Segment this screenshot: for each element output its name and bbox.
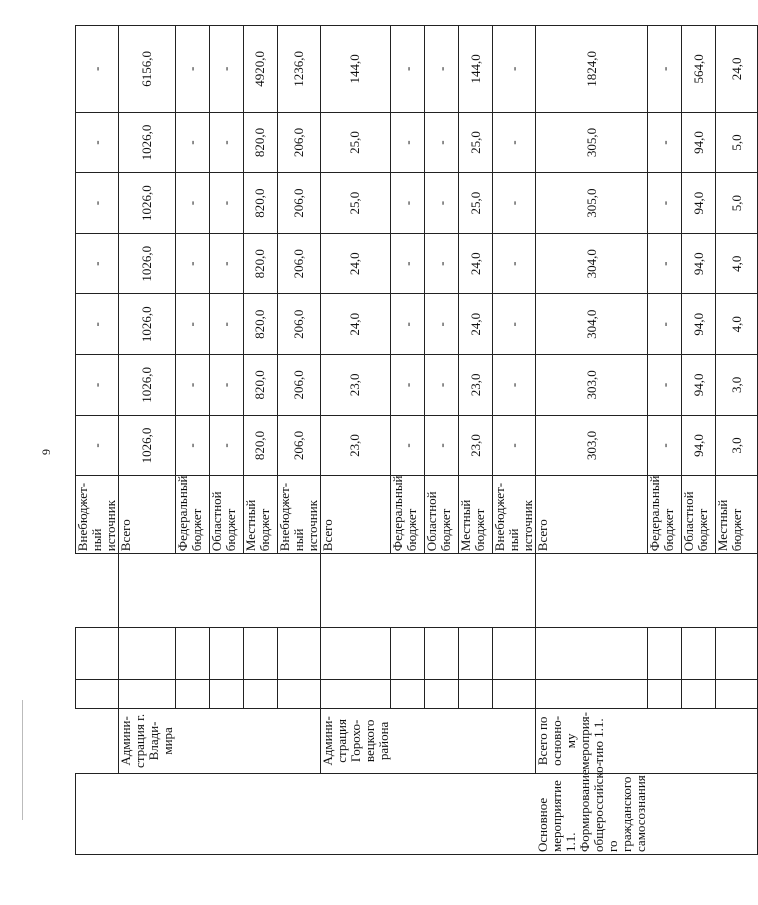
event-cell: Основное мероприятие 1.1. Формирование общероссийско-го гражданского самосознания [536, 773, 648, 854]
code-cell [716, 679, 758, 708]
funding-source-cell: Областной бюджет [682, 476, 716, 554]
executor-cell [209, 708, 243, 773]
total-value-cell: 6156,0 [119, 26, 176, 113]
year-value-cell: 94,0 [682, 355, 716, 416]
funding-source-cell: Местный бюджет [243, 476, 277, 554]
table-row [209, 26, 243, 855]
year-value-cell: 206,0 [277, 112, 320, 173]
year-value-cell: - [175, 112, 209, 173]
event-cell [682, 773, 716, 854]
year-value-cell: 206,0 [277, 355, 320, 416]
code-cell [425, 554, 459, 628]
year-value-cell: 23,0 [459, 355, 493, 416]
year-value-cell: 24,0 [459, 233, 493, 294]
year-value-cell: - [648, 112, 682, 173]
event-cell [459, 773, 493, 854]
budget-table [75, 25, 758, 855]
year-value-cell: - [493, 355, 536, 416]
year-value-cell: - [391, 355, 425, 416]
code-cell [175, 554, 209, 628]
year-value-cell: 23,0 [320, 415, 391, 476]
executor-cell [459, 708, 493, 773]
year-value-cell: - [648, 173, 682, 234]
executor-cell [716, 708, 758, 773]
year-value-cell: - [209, 173, 243, 234]
year-value-cell: 820,0 [243, 355, 277, 416]
total-value-cell: 144,0 [320, 26, 391, 113]
year-value-cell: 94,0 [682, 415, 716, 476]
code-cell [459, 554, 493, 628]
year-value-cell: - [493, 173, 536, 234]
year-value-cell: 820,0 [243, 112, 277, 173]
funding-source-cell: Внебюджет-ный источник [277, 476, 320, 554]
total-value-cell: 24,0 [716, 26, 758, 113]
year-value-cell: 3,0 [716, 355, 758, 416]
year-value-cell: - [391, 415, 425, 476]
event-cell [76, 773, 119, 854]
event-cell [209, 773, 243, 854]
year-value-cell: 1026,0 [119, 294, 176, 355]
budget-table-rotated [75, 25, 744, 855]
total-value-cell: - [209, 26, 243, 113]
year-value-cell: 820,0 [243, 415, 277, 476]
code-cell [320, 627, 391, 679]
year-value-cell: 24,0 [459, 294, 493, 355]
funding-source-cell: Всего [536, 476, 648, 554]
year-value-cell: - [391, 294, 425, 355]
code-cell [536, 679, 648, 708]
year-value-cell: 3,0 [716, 415, 758, 476]
code-cell [459, 627, 493, 679]
table-row [391, 26, 425, 855]
year-value-cell: - [209, 355, 243, 416]
year-value-cell: 94,0 [682, 112, 716, 173]
year-value-cell: - [648, 415, 682, 476]
year-value-cell: - [209, 294, 243, 355]
year-value-cell: - [76, 415, 119, 476]
table-row [536, 26, 648, 855]
year-value-cell: 23,0 [320, 355, 391, 416]
year-value-cell: - [76, 355, 119, 416]
year-value-cell: 4,0 [716, 233, 758, 294]
executor-cell [277, 708, 320, 773]
year-value-cell: 820,0 [243, 233, 277, 294]
total-value-cell: - [391, 26, 425, 113]
year-value-cell: 4,0 [716, 294, 758, 355]
year-value-cell: - [648, 233, 682, 294]
code-cell [119, 627, 176, 679]
total-value-cell: 564,0 [682, 26, 716, 113]
table-row [175, 26, 209, 855]
event-cell [493, 773, 536, 854]
scan-edge-mark [22, 700, 23, 820]
total-value-cell: 1236,0 [277, 26, 320, 113]
year-value-cell: 5,0 [716, 112, 758, 173]
year-value-cell: - [425, 415, 459, 476]
year-value-cell: 94,0 [682, 233, 716, 294]
year-value-cell: 24,0 [320, 294, 391, 355]
table-row [76, 26, 119, 855]
table-row [648, 26, 682, 855]
year-value-cell: 25,0 [459, 112, 493, 173]
code-cell [119, 554, 176, 628]
total-value-cell: 4920,0 [243, 26, 277, 113]
table-row [320, 26, 391, 855]
executor-cell [648, 708, 682, 773]
code-cell [493, 627, 536, 679]
executor-cell [175, 708, 209, 773]
year-value-cell: 820,0 [243, 173, 277, 234]
year-value-cell: 1026,0 [119, 233, 176, 294]
code-cell [277, 679, 320, 708]
code-cell [175, 627, 209, 679]
code-cell [209, 627, 243, 679]
year-value-cell: 1026,0 [119, 112, 176, 173]
year-value-cell: 206,0 [277, 415, 320, 476]
funding-source-cell: Местный бюджет [716, 476, 758, 554]
event-cell [648, 773, 682, 854]
code-cell [536, 627, 648, 679]
year-value-cell: - [209, 415, 243, 476]
year-value-cell: - [425, 294, 459, 355]
year-value-cell: - [76, 173, 119, 234]
year-value-cell: 304,0 [536, 294, 648, 355]
funding-source-cell: Областной бюджет [209, 476, 243, 554]
executor-cell [76, 708, 119, 773]
code-cell [391, 554, 425, 628]
total-value-cell: 144,0 [459, 26, 493, 113]
code-cell [391, 679, 425, 708]
table-row [716, 26, 758, 855]
executor-cell [243, 708, 277, 773]
year-value-cell: 206,0 [277, 233, 320, 294]
code-cell [243, 627, 277, 679]
year-value-cell: - [391, 173, 425, 234]
year-value-cell: 303,0 [536, 355, 648, 416]
code-cell [682, 627, 716, 679]
code-cell [459, 679, 493, 708]
event-cell [716, 773, 758, 854]
code-cell [320, 554, 391, 628]
funding-source-cell: Всего [119, 476, 176, 554]
year-value-cell: 25,0 [320, 112, 391, 173]
event-cell [175, 773, 209, 854]
year-value-cell: - [493, 112, 536, 173]
total-value-cell: - [493, 26, 536, 113]
year-value-cell: 23,0 [459, 415, 493, 476]
executor-cell [425, 708, 459, 773]
code-cell [716, 554, 758, 628]
code-cell [277, 627, 320, 679]
funding-source-cell: Внебюджет-ный источник [493, 476, 536, 554]
table-row [425, 26, 459, 855]
code-cell [209, 679, 243, 708]
funding-source-cell: Федеральный бюджет [175, 476, 209, 554]
year-value-cell: - [425, 233, 459, 294]
code-cell [243, 679, 277, 708]
table-row [119, 26, 176, 855]
event-cell [320, 773, 391, 854]
year-value-cell: 94,0 [682, 173, 716, 234]
table-row [682, 26, 716, 855]
year-value-cell: 304,0 [536, 233, 648, 294]
total-value-cell: - [648, 26, 682, 113]
year-value-cell: 1026,0 [119, 355, 176, 416]
code-cell [76, 679, 119, 708]
year-value-cell: 206,0 [277, 173, 320, 234]
year-value-cell: 1026,0 [119, 415, 176, 476]
code-cell [425, 627, 459, 679]
year-value-cell: - [76, 294, 119, 355]
table-row [459, 26, 493, 855]
code-cell [682, 679, 716, 708]
table-row [243, 26, 277, 855]
year-value-cell: 24,0 [320, 233, 391, 294]
code-cell [716, 627, 758, 679]
total-value-cell: - [175, 26, 209, 113]
year-value-cell: 1026,0 [119, 173, 176, 234]
code-cell [648, 627, 682, 679]
executor-cell [682, 708, 716, 773]
year-value-cell: - [209, 233, 243, 294]
year-value-cell: - [648, 294, 682, 355]
code-cell [425, 679, 459, 708]
year-value-cell: 25,0 [459, 173, 493, 234]
funding-source-cell: Федеральный бюджет [391, 476, 425, 554]
executor-cell [493, 708, 536, 773]
code-cell [536, 554, 648, 628]
code-cell [76, 627, 119, 679]
year-value-cell: - [76, 112, 119, 173]
code-cell [493, 679, 536, 708]
code-cell [493, 554, 536, 628]
funding-source-cell: Федеральный бюджет [648, 476, 682, 554]
code-cell [76, 554, 119, 628]
event-cell [391, 773, 425, 854]
code-cell [648, 554, 682, 628]
year-value-cell: - [209, 112, 243, 173]
table-row [493, 26, 536, 855]
event-cell [119, 773, 176, 854]
total-value-cell: - [425, 26, 459, 113]
event-cell [425, 773, 459, 854]
year-value-cell: 305,0 [536, 112, 648, 173]
year-value-cell: - [493, 415, 536, 476]
funding-source-cell: Местный бюджет [459, 476, 493, 554]
year-value-cell: 206,0 [277, 294, 320, 355]
year-value-cell: 5,0 [716, 173, 758, 234]
code-cell [682, 554, 716, 628]
code-cell [648, 679, 682, 708]
code-cell [175, 679, 209, 708]
code-cell [119, 679, 176, 708]
year-value-cell: - [648, 355, 682, 416]
code-cell [320, 679, 391, 708]
code-cell [277, 554, 320, 628]
year-value-cell: 25,0 [320, 173, 391, 234]
executor-cell: Админи-страция г. Влади-мира [119, 708, 176, 773]
year-value-cell: - [425, 173, 459, 234]
table-row [277, 26, 320, 855]
year-value-cell: 303,0 [536, 415, 648, 476]
year-value-cell: - [175, 173, 209, 234]
funding-source-cell: Областной бюджет [425, 476, 459, 554]
event-cell [277, 773, 320, 854]
total-value-cell: - [76, 26, 119, 113]
year-value-cell: 305,0 [536, 173, 648, 234]
year-value-cell: - [425, 112, 459, 173]
executor-cell: Всего по основно-му мероприя-тию 1.1. [536, 708, 648, 773]
executor-cell: Админи-страция Горохо-вецкого района [320, 708, 391, 773]
funding-source-cell: Внебюджет-ный источник [76, 476, 119, 554]
year-value-cell: 820,0 [243, 294, 277, 355]
year-value-cell: - [391, 112, 425, 173]
code-cell [209, 554, 243, 628]
year-value-cell: 94,0 [682, 294, 716, 355]
event-cell [243, 773, 277, 854]
year-value-cell: - [175, 294, 209, 355]
year-value-cell: - [493, 233, 536, 294]
executor-cell [391, 708, 425, 773]
year-value-cell: - [175, 233, 209, 294]
total-value-cell: 1824,0 [536, 26, 648, 113]
funding-source-cell: Всего [320, 476, 391, 554]
year-value-cell: - [425, 355, 459, 416]
year-value-cell: - [175, 355, 209, 416]
year-value-cell: - [175, 415, 209, 476]
year-value-cell: - [493, 294, 536, 355]
code-cell [391, 627, 425, 679]
code-cell [243, 554, 277, 628]
page-number: 9 [39, 449, 53, 455]
year-value-cell: - [76, 233, 119, 294]
year-value-cell: - [391, 233, 425, 294]
